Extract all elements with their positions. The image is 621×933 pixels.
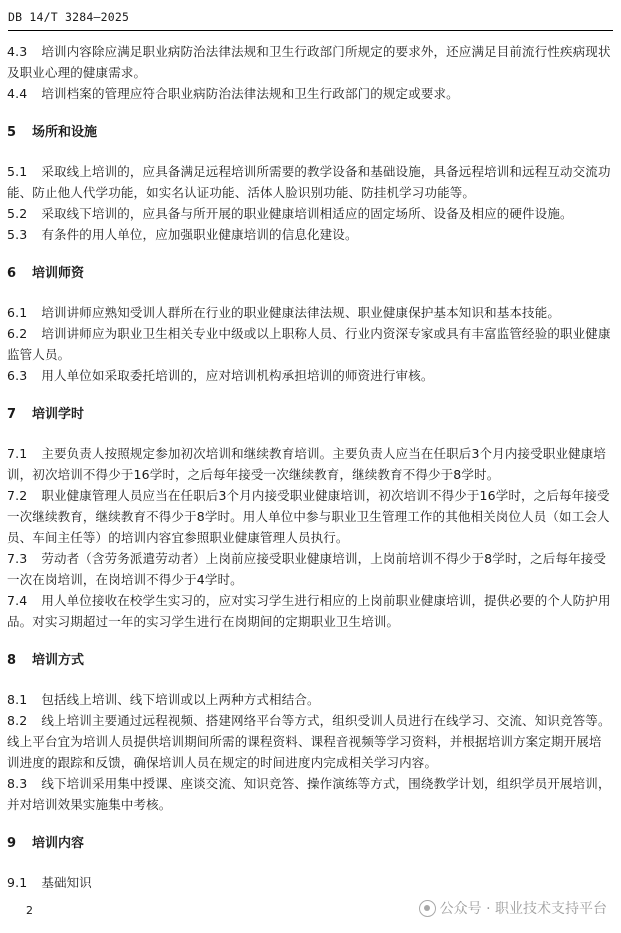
section-title: 培训方式 — [32, 653, 85, 668]
clause-text: 有条件的用人单位，应加强职业健康培训的信息化建设。 — [41, 227, 358, 242]
clause-number: 5.2 — [7, 206, 28, 221]
section-number: 6 — [7, 266, 17, 281]
clause-item — [7, 161, 613, 203]
section-title: 培训师资 — [32, 266, 85, 281]
clause-item — [7, 323, 613, 365]
section-heading — [7, 263, 613, 284]
section-number: 9 — [7, 836, 17, 851]
clause-item — [7, 365, 613, 386]
clause-item — [7, 443, 613, 485]
clause-number: 8.2 — [7, 713, 28, 728]
clause-text: 培训讲师应熟知受训人群所在行业的职业健康法律法规、职业健康保护基本知识和基本技能。 — [41, 305, 560, 320]
section-title: 培训内容 — [32, 836, 85, 851]
clause-text: 线下培训采用集中授课、座谈交流、知识竞答、操作演练等方式，围绕教学计划，组织学员开展培训，并对培训效果实施集中考核。 — [7, 776, 611, 812]
clause-item — [7, 773, 613, 815]
clause-text: 培训讲师应为职业卫生相关专业中级或以上职称人员、行业内资深专家或具有丰富监管经验的职业健康监管人员。 — [7, 326, 611, 362]
section-title: 培训学时 — [32, 407, 85, 422]
clause-text: 培训内容除应满足职业病防治法律法规和卫生行政部门所规定的要求外，还应满足目前流行性疾病现状及职业心理的健康需求。 — [7, 44, 611, 80]
section-number: 7 — [7, 407, 17, 422]
clause-text: 职业健康管理人员应当在任职后3个月内接受职业健康培训，初次培训不得少于16学时，之后每年接受一次继续教育，继续教育不得少于8学时。用人单位中参与职业卫生管理工作的其他相关岗位人员（如工会人员、车间主任等）的培训内容宜参照职业健康管理人员执行。 — [7, 488, 610, 545]
clause-text: 培训档案的管理应符合职业病防治法律法规和卫生行政部门的规定或要求。 — [41, 86, 459, 101]
section-heading — [7, 833, 613, 854]
clause-number: 6.1 — [7, 305, 28, 320]
page-number: 2 — [26, 904, 33, 917]
section-heading — [7, 122, 613, 143]
clause-item — [7, 590, 613, 632]
watermark-text: 公众号 · 职业技术支持平台 — [439, 901, 607, 917]
clause-item — [7, 872, 613, 893]
clause-number: 4.3 — [7, 44, 28, 59]
clause-item — [7, 302, 613, 323]
clause-number: 9.1 — [7, 875, 28, 890]
clause-text: 线上培训主要通过远程视频、搭建网络平台等方式，组织受训人员进行在线学习、交流、知识竞答等。线上平台宜为培训人员提供培训期间所需的课程资料、课程音视频等学习资料，并根据培训方案定期开展培训进度的跟踪和反馈，确保培训人员在规定的时间进度内完成相关学习内容。 — [7, 713, 611, 770]
clause-number: 5.1 — [7, 164, 28, 179]
clause-item — [7, 83, 613, 104]
clause-item — [7, 689, 613, 710]
clause-item — [7, 710, 613, 773]
section-number: 8 — [7, 653, 17, 668]
section-number: 5 — [7, 125, 17, 140]
clause-text: 采取线上培训的，应具备满足远程培训所需要的教学设备和基础设施，具备远程培训和远程互动交流功能、防止他人代学功能，如实名认证功能、活体人脸识别功能、防挂机学习功能等。 — [7, 164, 611, 200]
clause-text: 劳动者（含劳务派遣劳动者）上岗前应接受职业健康培训，上岗前培训不得少于8学时，之后每年接受一次在岗培训，在岗培训不得少于4学时。 — [7, 551, 607, 587]
clause-number: 7.3 — [7, 551, 28, 566]
watermark — [419, 898, 607, 918]
clause-number: 7.1 — [7, 446, 28, 461]
wechat-icon — [419, 900, 436, 917]
section-heading — [7, 650, 613, 671]
clause-item — [7, 485, 613, 548]
clause-number: 5.3 — [7, 227, 28, 242]
clause-number: 6.2 — [7, 326, 28, 341]
clause-text: 基础知识 — [41, 875, 92, 890]
clause-number: 8.1 — [7, 692, 28, 707]
clause-number: 7.4 — [7, 593, 28, 608]
section-heading — [7, 404, 613, 425]
section-title: 场所和设施 — [32, 125, 98, 140]
document-code: DB 14/T 3284—2025 — [8, 10, 130, 24]
clause-number: 6.3 — [7, 368, 28, 383]
clause-item — [7, 224, 613, 245]
document-body — [7, 41, 613, 893]
clause-text: 主要负责人按照规定参加初次培训和继续教育培训。主要负责人应当在任职后3个月内接受职业健康培训，初次培训不得少于16学时，之后每年接受一次继续教育，继续教育不得少于8学时。 — [7, 446, 607, 482]
clause-number: 7.2 — [7, 488, 28, 503]
clause-text: 采取线下培训的，应具备与所开展的职业健康培训相适应的固定场所、设备及相应的硬件设施。 — [41, 206, 573, 221]
clause-text: 包括线上培训、线下培训或以上两种方式相结合。 — [41, 692, 320, 707]
clause-text: 用人单位接收在校学生实习的，应对实习学生进行相应的上岗前职业健康培训，提供必要的个人防护用品。对实习期超过一年的实习学生进行在岗期间的定期职业卫生培训。 — [7, 593, 611, 629]
clause-text: 用人单位如采取委托培训的，应对培训机构承担培训的师资进行审核。 — [41, 368, 434, 383]
clause-number: 4.4 — [7, 86, 28, 101]
clause-number: 8.3 — [7, 776, 28, 791]
header-divider — [8, 30, 613, 31]
clause-item — [7, 203, 613, 224]
clause-item — [7, 548, 613, 590]
clause-item — [7, 41, 613, 83]
